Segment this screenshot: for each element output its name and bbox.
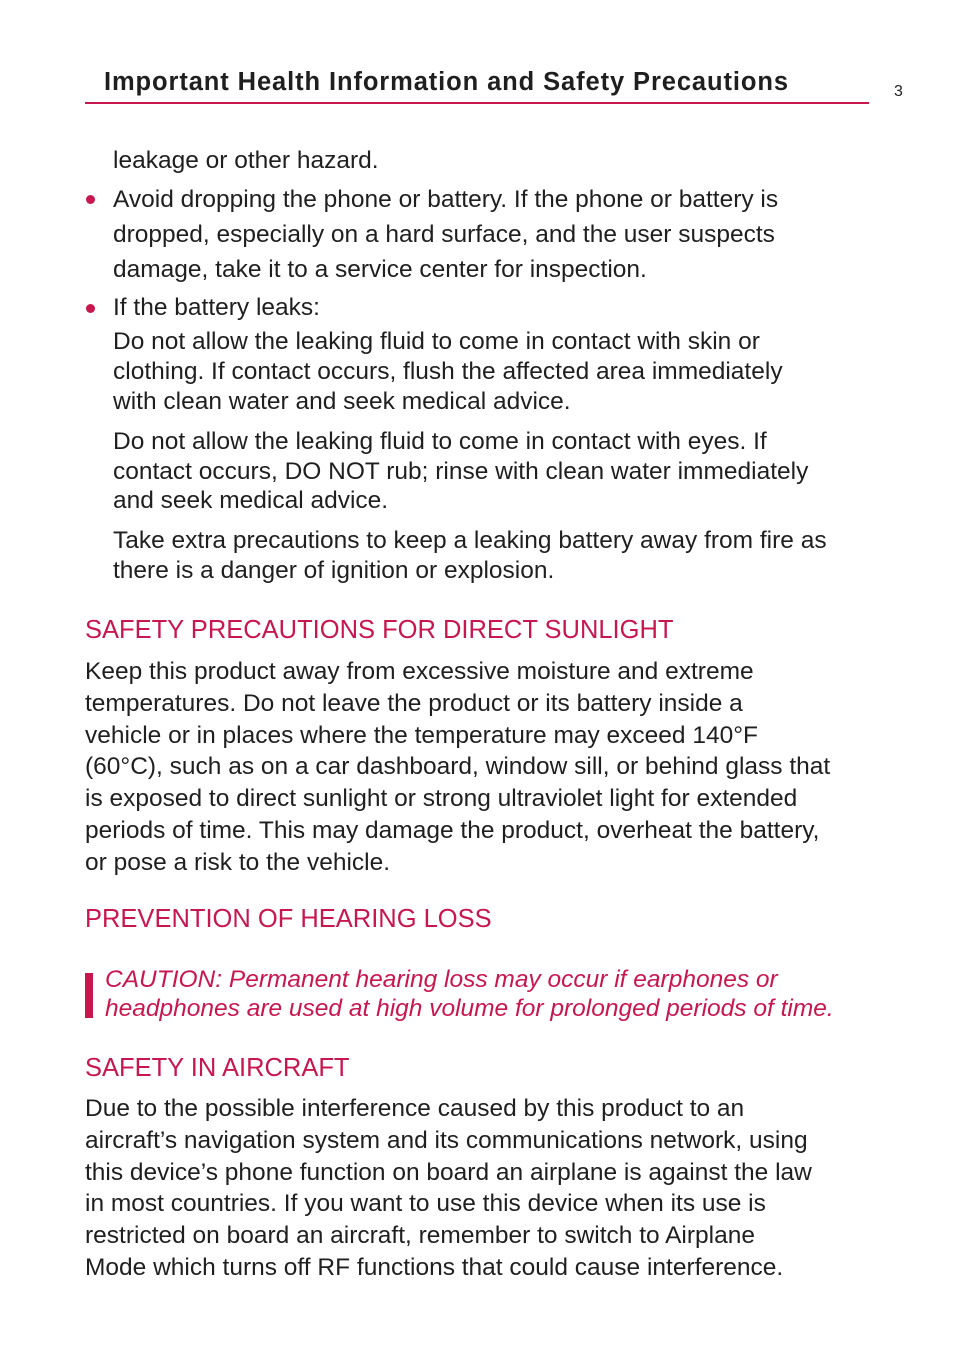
leak-paragraph-skin <box>113 327 783 417</box>
text-line: periods of time. This may damage the product, overheat the battery, <box>85 816 820 844</box>
leak-paragraph-fire <box>113 526 827 585</box>
text-line: aircraft’s navigation system and its communications network, using <box>85 1126 808 1154</box>
sunlight-paragraph <box>85 656 830 879</box>
continuation-paragraph <box>113 145 379 177</box>
text-line: temperatures. Do not leave the product or its battery inside a <box>85 689 743 717</box>
text-line: clothing. If contact occurs, flush the affected area immediately <box>113 358 783 385</box>
text-line: (60°C), such as on a car dashboard, window sill, or behind glass that <box>85 753 831 781</box>
text-line: and seek medical advice. <box>113 487 389 514</box>
text-line: headphones are used at high volume for prolonged periods of time. <box>105 995 834 1022</box>
text-line: with clean water and seek medical advice. <box>113 388 571 415</box>
page-header-title: Important Health Information and Safety Precautions <box>104 68 789 96</box>
text-line: there is a danger of ignition or explosion. <box>113 556 555 584</box>
text-line: If the battery leaks: <box>113 294 320 321</box>
text-line: Due to the possible interference caused by this product to an <box>85 1095 745 1122</box>
section-heading-aircraft: SAFETY IN AIRCRAFT <box>85 1054 350 1082</box>
bullet-marker <box>86 304 95 313</box>
page-number: 3 <box>894 83 903 100</box>
caution-note <box>105 965 834 1023</box>
text-line: this device’s phone function on board an airplane is against the law <box>85 1158 812 1186</box>
text-line: Avoid dropping the phone or battery. If the phone or battery is <box>113 186 779 213</box>
text-line: or pose a risk to the vehicle. <box>85 848 391 876</box>
text-line: restricted on board an aircraft, remember to switch to Airplane <box>85 1222 755 1250</box>
text-line: damage, take it to a service center for inspection. <box>113 256 647 283</box>
aircraft-paragraph <box>85 1093 812 1284</box>
leak-paragraph-eyes <box>113 427 808 516</box>
text-line: dropped, especially on a hard surface, and the user suspects <box>113 221 775 248</box>
text-line: CAUTION: Permanent hearing loss may occur if earphones or <box>105 966 778 993</box>
text-line: Keep this product away from excessive moisture and extreme <box>85 658 754 685</box>
section-heading-sunlight: SAFETY PRECAUTIONS FOR DIRECT SUNLIGHT <box>85 616 674 644</box>
text-line: is exposed to direct sunlight or strong ultraviolet light for extended <box>85 785 798 813</box>
text-line: Do not allow the leaking fluid to come in contact with skin or <box>113 328 760 355</box>
bullet-marker <box>86 195 95 204</box>
bullet-item-leaks <box>113 292 320 324</box>
text-line: Mode which turns off RF functions that could cause interference. <box>85 1253 784 1281</box>
bullet-item-drop <box>113 182 778 287</box>
section-heading-hearing: PREVENTION OF HEARING LOSS <box>85 905 492 933</box>
text-line: Take extra precautions to keep a leaking battery away from fire as <box>113 527 827 554</box>
header-divider <box>85 102 869 104</box>
caution-marker-bar <box>85 973 93 1018</box>
text-line: Do not allow the leaking fluid to come in contact with eyes. If <box>113 428 767 455</box>
text-line: in most countries. If you want to use this device when its use is <box>85 1190 766 1218</box>
text-line: vehicle or in places where the temperature may exceed 140°F <box>85 721 759 749</box>
text-line: leakage or other hazard. <box>113 147 379 174</box>
text-line: contact occurs, DO NOT rub; rinse with clean water immediately <box>113 457 809 485</box>
